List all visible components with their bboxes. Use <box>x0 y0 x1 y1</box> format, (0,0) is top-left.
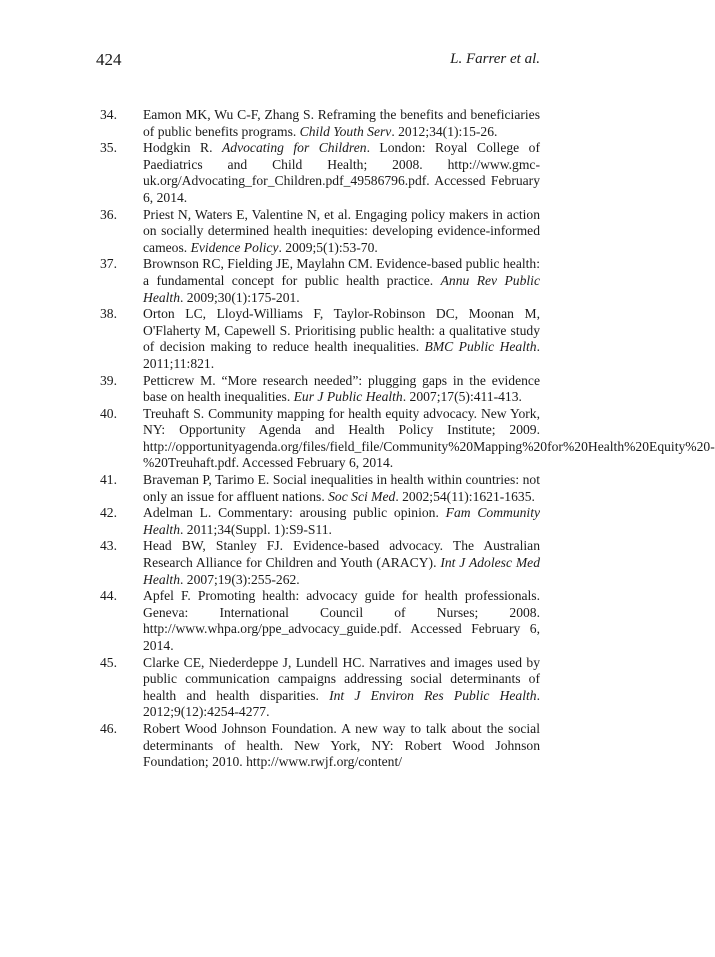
reference-segment: Petticrew M. “More research needed”: plugging gaps in the evidence base on health inequalities. <box>143 372 540 405</box>
reference-number: 45. <box>100 654 117 670</box>
reference-segment: Eamon MK, Wu C-F, Zhang S. Reframing the benefits and beneficiaries of public benefits programs. <box>143 107 540 139</box>
reference-text <box>143 721 540 771</box>
reference-text <box>143 405 715 472</box>
reference-journal: Eur J Public Health <box>293 389 403 405</box>
reference-journal: BMC Public Health <box>424 339 537 355</box>
reference-segment: . 2007;19(3):255-262. <box>180 571 300 587</box>
reference-item <box>100 140 540 206</box>
reference-segment: Robert Wood Johnson Foundation. A new way to talk about the social determinants of health. New York, NY: Robert Wood Johnson Foundation; 2010. http://www.rwjf.org/content/ <box>143 720 540 770</box>
reference-text <box>143 107 540 140</box>
reference-segment: . London: Royal College of Paediatrics and Child Health; 2008. http://www.gmc-uk.org/Advocating_for_Children.pdf_49586796.pdf. Accessed February 6, 2014. <box>143 140 541 205</box>
reference-journal: Child Youth Serv <box>299 123 392 139</box>
reference-number: 41. <box>100 472 117 488</box>
reference-segment: Apfel F. Promoting health: advocacy guide for health professionals. Geneva: International Council of Nurses; 2008. http://www.whpa.org/ppe_advocacy_guide.pdf. Accessed February 6, 2014. <box>143 588 540 653</box>
reference-journal: Int J Adolesc Med Health <box>143 555 540 587</box>
running-title: L. Farrer et al. <box>450 51 540 67</box>
reference-text <box>143 207 540 257</box>
reference-journal: Soc Sci Med <box>328 488 396 504</box>
reference-segment: . 2012;9(12):4254-4277. <box>143 687 540 720</box>
reference-number: 43. <box>100 538 117 554</box>
reference-list <box>100 107 715 771</box>
reference-segment: . 2009;5(1):53-70. <box>278 239 378 255</box>
reference-number: 36. <box>100 206 117 222</box>
reference-number: 35. <box>100 140 117 156</box>
reference-item <box>100 107 540 140</box>
reference-segment: . 2009;30(1):175-201. <box>180 289 300 305</box>
reference-number: 38. <box>100 306 117 322</box>
reference-item <box>100 256 540 306</box>
reference-text <box>143 505 540 538</box>
reference-number: 37. <box>100 256 117 272</box>
reference-journal: Fam Community Health <box>143 505 541 537</box>
running-head <box>96 50 540 74</box>
reference-item <box>100 505 540 538</box>
reference-number: 39. <box>100 372 117 388</box>
reference-item <box>100 655 540 721</box>
reference-item <box>100 721 540 771</box>
reference-journal: Int J Environ Res Public Health <box>329 687 537 703</box>
reference-text <box>143 472 540 505</box>
reference-segment: Priest N, Waters E, Valentine N, et al. Engaging policy makers in action on socially determined health inequities: developing evidence-informed cameos. <box>143 206 540 255</box>
page-number: 424 <box>96 50 122 69</box>
reference-journal: Annu Rev Public Health <box>143 272 540 305</box>
reference-text <box>143 538 540 588</box>
reference-segment: Head BW, Stanley FJ. Evidence-based advocacy. The Australian Research Alliance for Children and Youth (ARACY). <box>143 538 540 571</box>
reference-text <box>143 140 540 206</box>
reference-segment: Brownson RC, Fielding JE, Maylahn CM. Evidence-based public health: a fundamental concept for public health practice. <box>143 256 540 288</box>
reference-number: 46. <box>100 720 117 736</box>
reference-segment: Braveman P, Tarimo E. Social inequalities in health within countries: not only an issue for affluent nations. <box>143 472 540 504</box>
reference-segment: . 2002;54(11):1621-1635. <box>395 488 535 504</box>
reference-journal: Evidence Policy <box>190 239 279 255</box>
reference-segment: Clarke CE, Niederdeppe J, Lundell HC. Narratives and images used by public communication campaigns addressing social determinants of health and health disparities. <box>143 654 540 703</box>
reference-item <box>100 373 540 406</box>
reference-number: 40. <box>100 405 117 421</box>
reference-number: 34. <box>100 107 117 122</box>
reference-text <box>143 588 540 654</box>
reference-number: 44. <box>100 588 117 604</box>
reference-text <box>143 373 540 406</box>
reference-item <box>100 538 540 588</box>
reference-segment: Hodgkin R. <box>143 140 222 156</box>
reference-item <box>100 405 715 472</box>
reference-number: 42. <box>100 505 117 521</box>
reference-item <box>100 306 540 372</box>
reference-journal: Advocating for Children <box>222 140 367 156</box>
reference-segment: . 2011;34(Suppl. 1):S9-S11. <box>180 521 332 537</box>
reference-segment: Treuhaft S. Community mapping for health equity advocacy. New York, NY: Opportunity Agenda and Health Policy Institute; 2009. http://opportunityagenda.org/files/field_file/Community%20Mapping%20for%20Health%20Equity%20-%20Treuhaft.pdf. Accessed February 6, 2014. <box>143 405 715 471</box>
reference-segment: . 2007;17(5):411-413. <box>402 389 522 405</box>
reference-segment: . 2012;34(1):15-26. <box>391 123 498 139</box>
reference-text <box>143 306 540 372</box>
reference-item <box>100 207 540 257</box>
reference-text <box>143 256 540 306</box>
reference-segment: Orton LC, Lloyd-Williams F, Taylor-Robinson DC, Moonan M, O'Flaherty M, Capewell S. Prioritising public health: a qualitative study of decision making to reduce health inequalities. <box>143 306 540 355</box>
reference-item <box>100 472 540 505</box>
reference-segment: Adelman L. Commentary: arousing public opinion. <box>143 505 446 521</box>
reference-text <box>143 655 540 721</box>
reference-segment: . 2011;11:821. <box>143 339 540 371</box>
reference-item <box>100 588 540 654</box>
